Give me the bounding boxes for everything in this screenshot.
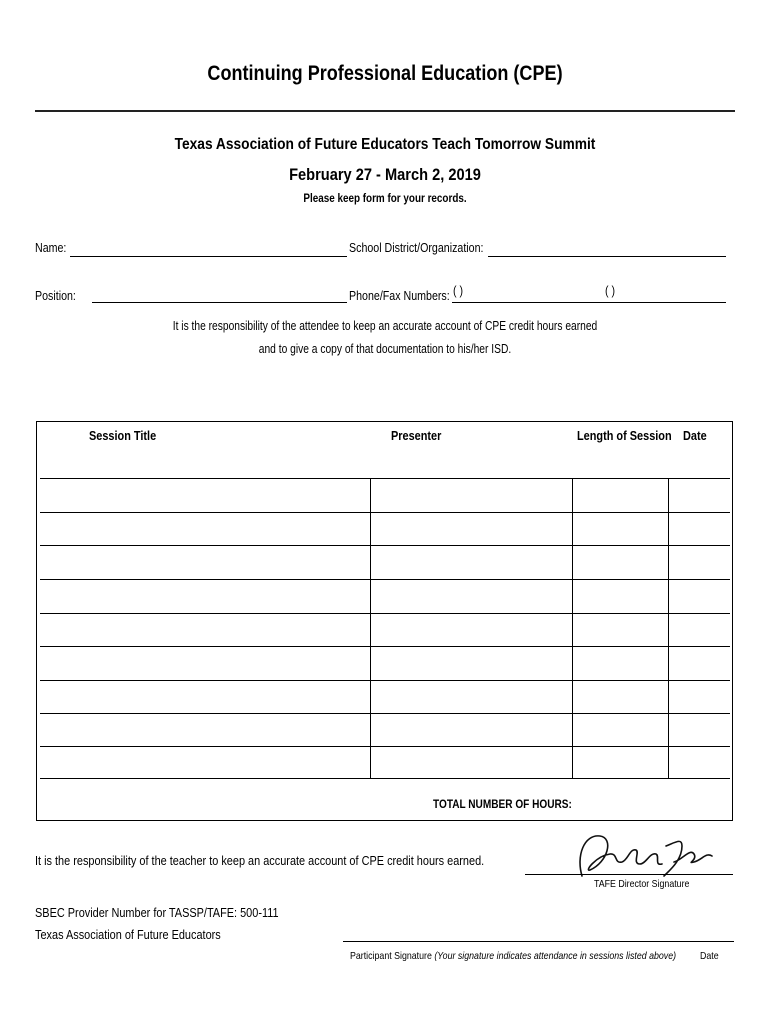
participant-signature-label: Participant Signature (Your signature indicates attendance in sessions listed above) [350, 950, 677, 962]
session-table [36, 421, 733, 821]
header-date: Date [683, 428, 707, 443]
district-field[interactable] [488, 256, 726, 257]
form-title: Continuing Professional Education (CPE) [207, 62, 563, 85]
position-label: Position: [35, 288, 76, 303]
teacher-responsibility: It is the responsibility of the teacher to keep an accurate account of CPE credit hours earned. [35, 853, 485, 868]
header-presenter: Presenter [391, 428, 442, 443]
table-row[interactable] [40, 713, 730, 714]
organization-name: Texas Association of Future Educators [35, 927, 221, 942]
table-row[interactable] [40, 478, 730, 479]
total-hours-label: TOTAL NUMBER OF HOURS: [433, 797, 572, 811]
records-note: Please keep form for your records. [303, 193, 467, 205]
phone-paren-2: ( ) [605, 283, 616, 298]
director-signature [570, 826, 720, 884]
table-row[interactable] [40, 778, 730, 779]
table-row[interactable] [40, 746, 730, 747]
name-field[interactable] [70, 256, 347, 257]
phone-paren-1: ( ) [453, 283, 464, 298]
phone-label: Phone/Fax Numbers: [349, 288, 450, 303]
director-signature-label: TAFE Director Signature [594, 878, 690, 890]
table-row[interactable] [40, 579, 730, 580]
table-row[interactable] [40, 613, 730, 614]
participant-signature-note: (Your signature indicates attendance in sessions listed above) [434, 950, 677, 962]
table-row[interactable] [40, 545, 730, 546]
position-field[interactable] [92, 302, 347, 303]
header-session-title: Session Title [89, 428, 157, 443]
col-divider-3 [668, 478, 669, 778]
title-divider [35, 110, 735, 112]
provider-number: SBEC Provider Number for TASSP/TAFE: 500-111 [35, 905, 279, 920]
participant-signature-line[interactable] [343, 941, 734, 942]
participant-date-label: Date [700, 950, 719, 962]
table-row[interactable] [40, 512, 730, 513]
district-label: School District/Organization: [349, 240, 484, 255]
name-label: Name: [35, 240, 67, 255]
table-row[interactable] [40, 680, 730, 681]
attendee-responsibility-line2: and to give a copy of that documentation to his/her ISD. [258, 342, 512, 356]
event-name: Texas Association of Future Educators Teach Tomorrow Summit [174, 136, 596, 153]
col-divider-1 [370, 478, 371, 778]
table-row[interactable] [40, 646, 730, 647]
director-signature-line[interactable] [525, 874, 733, 875]
header-length: Length of Session [577, 428, 672, 443]
attendee-responsibility-line1: It is the responsibility of the attendee to keep an accurate account of CPE credit hours earned [172, 319, 598, 333]
phone-field[interactable] [452, 302, 726, 303]
event-dates: February 27 - March 2, 2019 [289, 165, 481, 184]
col-divider-2 [572, 478, 573, 778]
